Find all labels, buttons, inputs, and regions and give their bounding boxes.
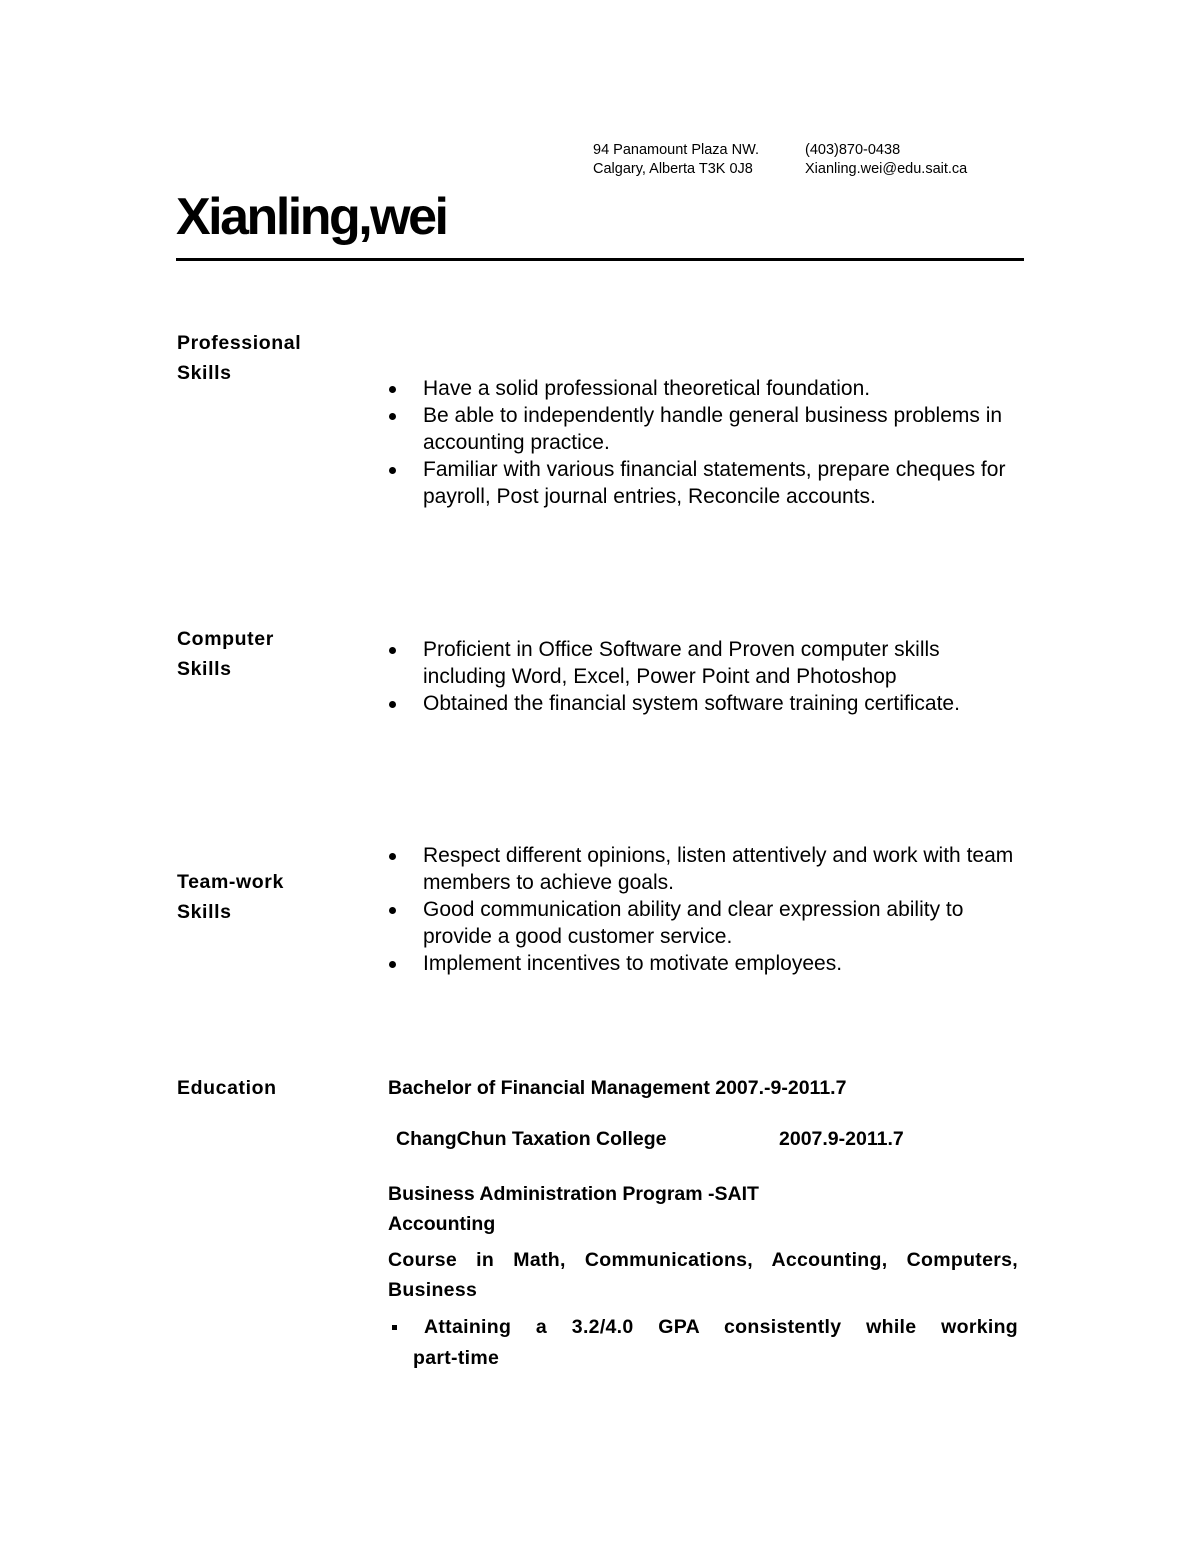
professional-skills-list (385, 375, 1025, 510)
teamwork-skills-heading: Team-work Skills (177, 871, 284, 923)
computer-skills-heading: Computer Skills (177, 628, 274, 680)
address-block (593, 141, 759, 179)
computer-skills-list (385, 636, 1025, 717)
phone-number: (403)870-0438 (805, 142, 901, 158)
college-name: ChangChun Taxation College (396, 1128, 667, 1150)
list-item: Implement incentives to motivate employees. (385, 950, 1025, 977)
college-dates: 2007.9-2011.7 (779, 1128, 904, 1150)
gpa-text-line-2: part-time (413, 1347, 500, 1369)
list-item: Obtained the financial system software training certificate. (385, 690, 1025, 717)
gpa-text-line-1: Attaining a 3.2/4.0 GPA consistently while working (424, 1316, 1018, 1338)
course-list: Course in Math, Communications, Accounting, Computers, Business (388, 1249, 1018, 1301)
list-item: Proficient in Office Software and Proven computer skills including Word, Excel, Power Point and Photoshop (385, 636, 1025, 690)
program-line-2: Accounting (388, 1213, 496, 1235)
header-divider (176, 258, 1024, 261)
address-line-2: Calgary, Alberta T3K 0J8 (593, 161, 753, 177)
square-bullet-icon (392, 1325, 397, 1330)
list-item: Respect different opinions, listen attentively and work with team members to achieve goals. (385, 842, 1025, 896)
teamwork-skills-list (385, 842, 1025, 977)
list-item: Familiar with various financial statements, prepare cheques for payroll, Post journal entries, Reconcile accounts. (385, 456, 1025, 510)
contact-block (805, 141, 967, 179)
program-line-1: Business Administration Program -SAIT (388, 1183, 759, 1205)
education-heading: Education (177, 1077, 277, 1099)
list-item: Good communication ability and clear expression ability to provide a good customer service. (385, 896, 1025, 950)
list-item: Be able to independently handle general business problems in accounting practice. (385, 402, 1025, 456)
gpa-item (388, 1312, 1018, 1374)
professional-skills-heading: Professional Skills (177, 332, 302, 384)
list-item: Have a solid professional theoretical foundation. (385, 375, 1025, 402)
address-line-1: 94 Panamount Plaza NW. (593, 142, 760, 158)
degree-line: Bachelor of Financial Management 2007.-9-2011.7 (388, 1077, 847, 1099)
candidate-name: Xianling,wei (176, 188, 447, 246)
email-address: Xianling.wei@edu.sait.ca (805, 161, 968, 177)
